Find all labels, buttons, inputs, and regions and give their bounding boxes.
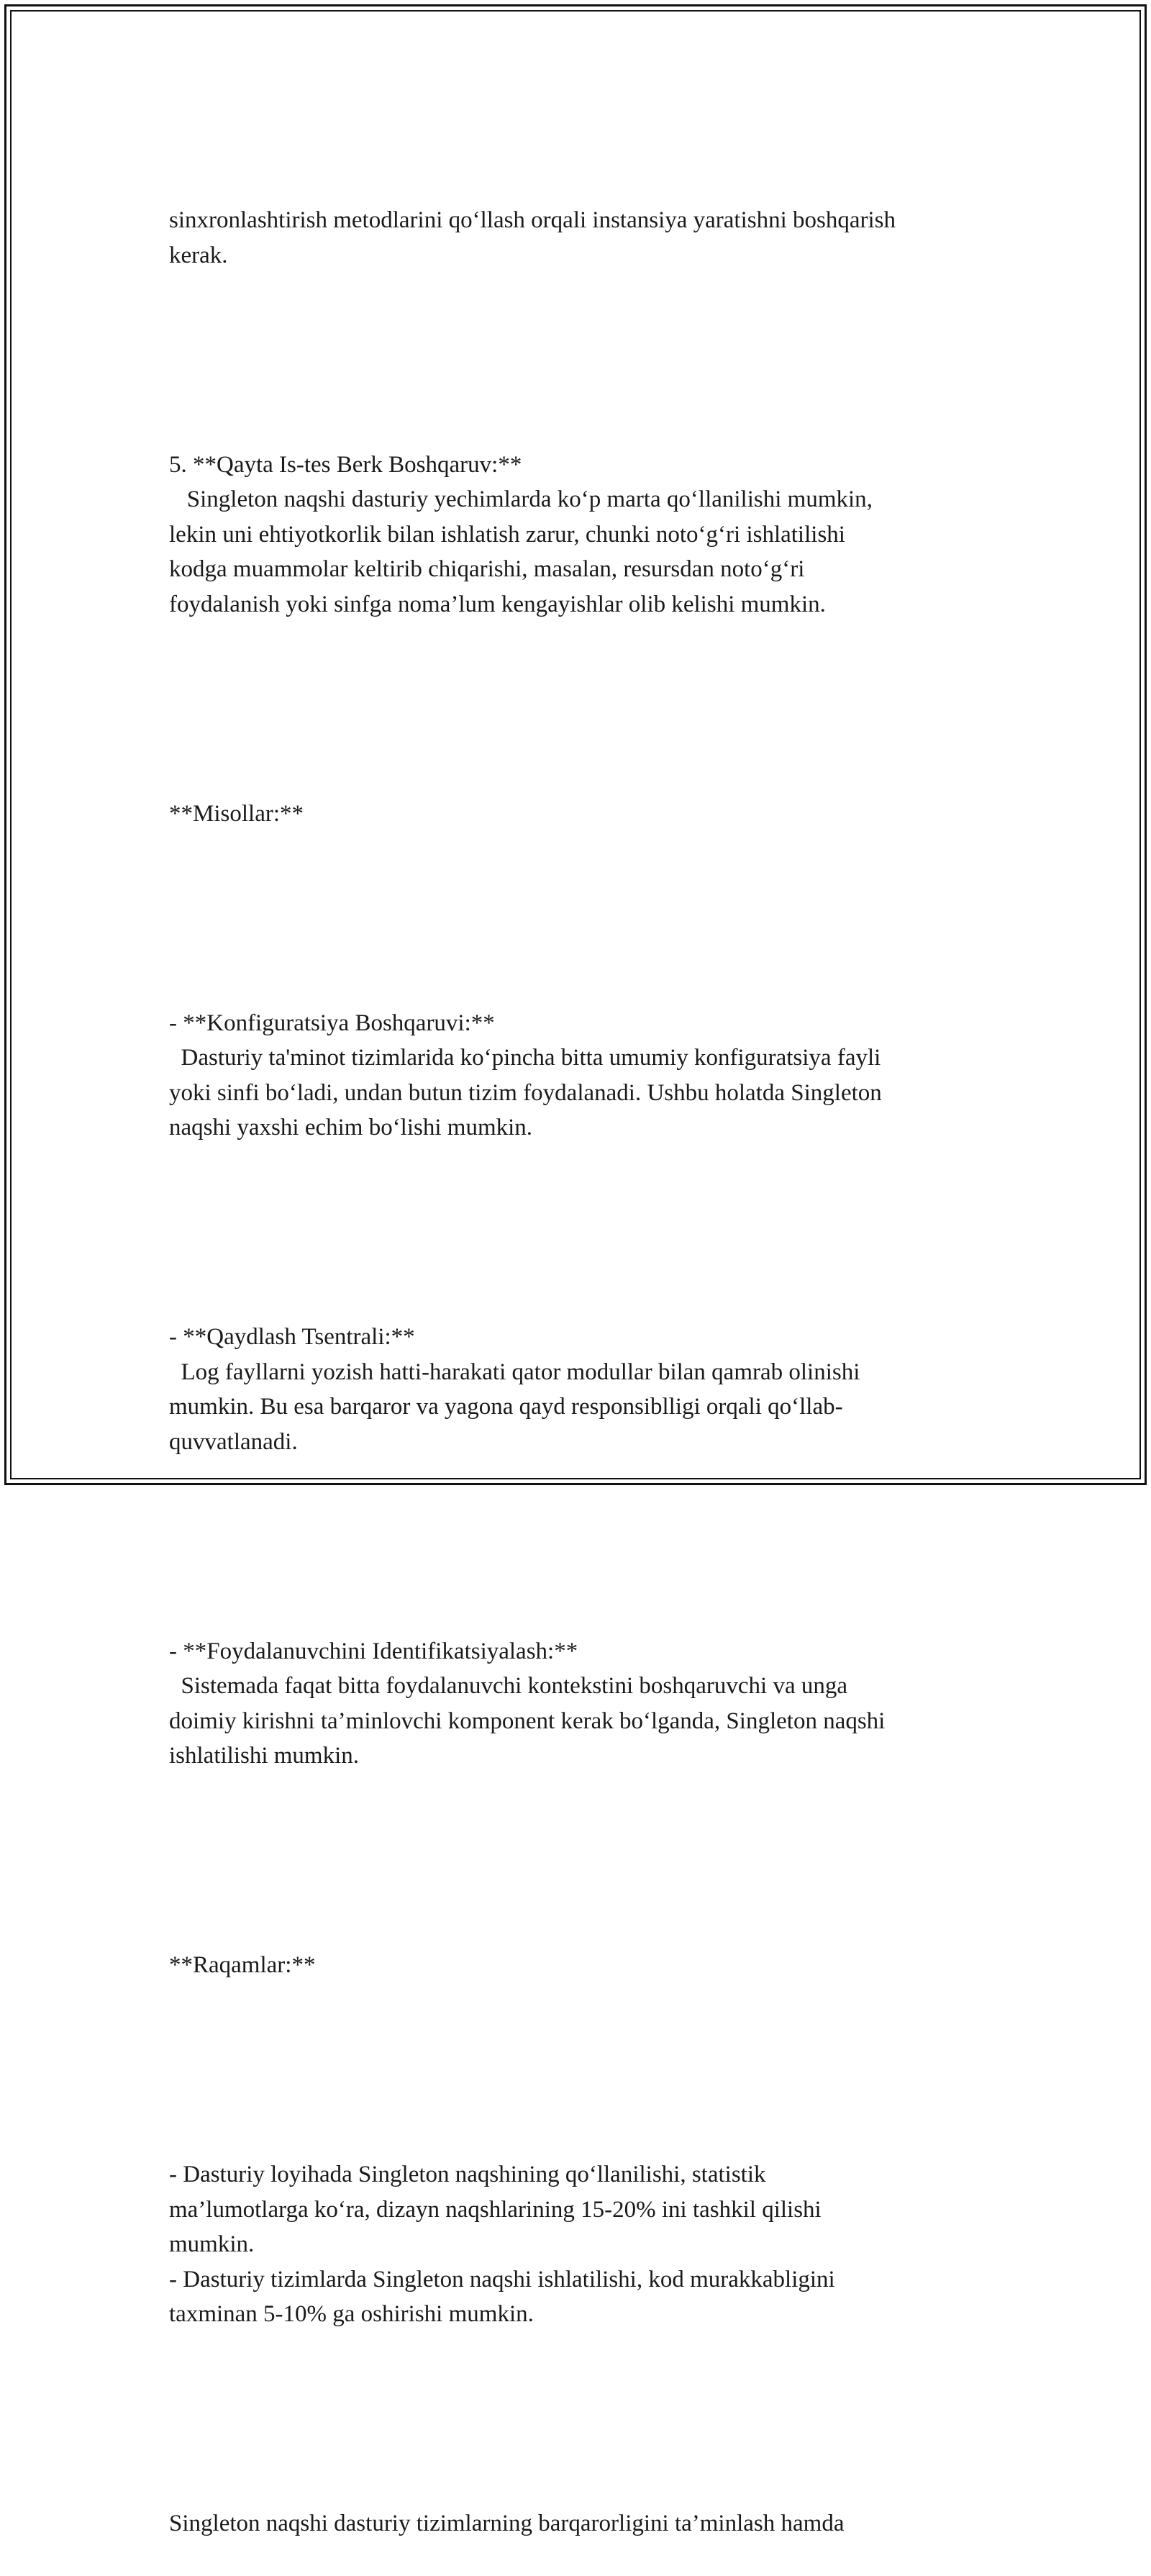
- example-logging: - **Qaydlash Tsentrali:** Log fayllarni yozish hatti-harakati qator modullar bilan qamrab olinishi mumkin. Bu esa barqaror va yagona qayd responsiblligi orqali qo‘llab- quvvatlanadi.: [169, 1324, 860, 1455]
- document-body: [169, 133, 1032, 2576]
- example-user-identification: - **Foydalanuvchini Identifikatsiyalash:** Sistemada faqat bitta foydalanuvchi kontekstini boshqaruvchi va unga doimiy kirishni ta’minlovchi komponent kerak bo‘lganda, Singleton naqshi ishlatilishi mumkin.: [169, 1638, 886, 1769]
- example-configuration: - **Konfiguratsiya Boshqaruvi:** Dasturiy ta'minot tizimlarida ko‘pincha bitta umumiy konfiguratsiya fayli yoki sinfi bo‘ladi, undan butun tizim foydalanadi. Ushbu holatda Singleton naqshi yaxshi echim bo‘lishi mumkin.: [169, 1010, 882, 1140]
- heading-examples: **Misollar:**: [169, 800, 304, 827]
- paragraph-conclusion: Singleton naqshi dasturiy tizimlarning barqarorligini ta’minlash hamda: [169, 2511, 845, 2536]
- paragraph-gap: [169, 2053, 1032, 2088]
- paragraph-gap: [169, 1215, 1032, 1251]
- paragraph-gap: [169, 2402, 1032, 2437]
- paragraph-gap: [169, 343, 1032, 378]
- heading-figures: **Raqamlar:**: [169, 1952, 316, 1978]
- figures-list: - Dasturiy loyihada Singleton naqshining qo‘llanilishi, statistik ma’lumotlarga ko‘ra, dizayn naqshlarining 15-20% ini tashkil qilishi mumkin. - Dasturiy tizimlarda Singleton naqshi ishlatilishi, kod murakkabligini taxminan 5-10% ga oshirishi mumkin.: [169, 2162, 835, 2327]
- paragraph-gap: [169, 1529, 1032, 1564]
- paragraph-gap: [169, 1843, 1032, 1879]
- paragraph-gap: [169, 691, 1032, 727]
- paragraph-sync-methods: sinxronlashtirish metodlarini qo‘llash orqali instansiya yaratishni boshqarish kerak.: [169, 207, 896, 268]
- paragraph-gap: [169, 901, 1032, 936]
- paragraph-reuse-management: 5. **Qayta Is-tes Berk Boshqaruv:** Singleton naqshi dasturiy yechimlarda ko‘p marta qo‘llanilishi mumkin, lekin uni ehtiyotkorlik bilan ishlatish zarur, chunki noto‘g‘ri ishlatilishi kodga muammolar keltirib chiqarishi, masalan, resursdan noto‘g‘ri foydalanish yoki sinfga noma’lum kengayishlar olib kelishi mumkin.: [169, 451, 873, 617]
